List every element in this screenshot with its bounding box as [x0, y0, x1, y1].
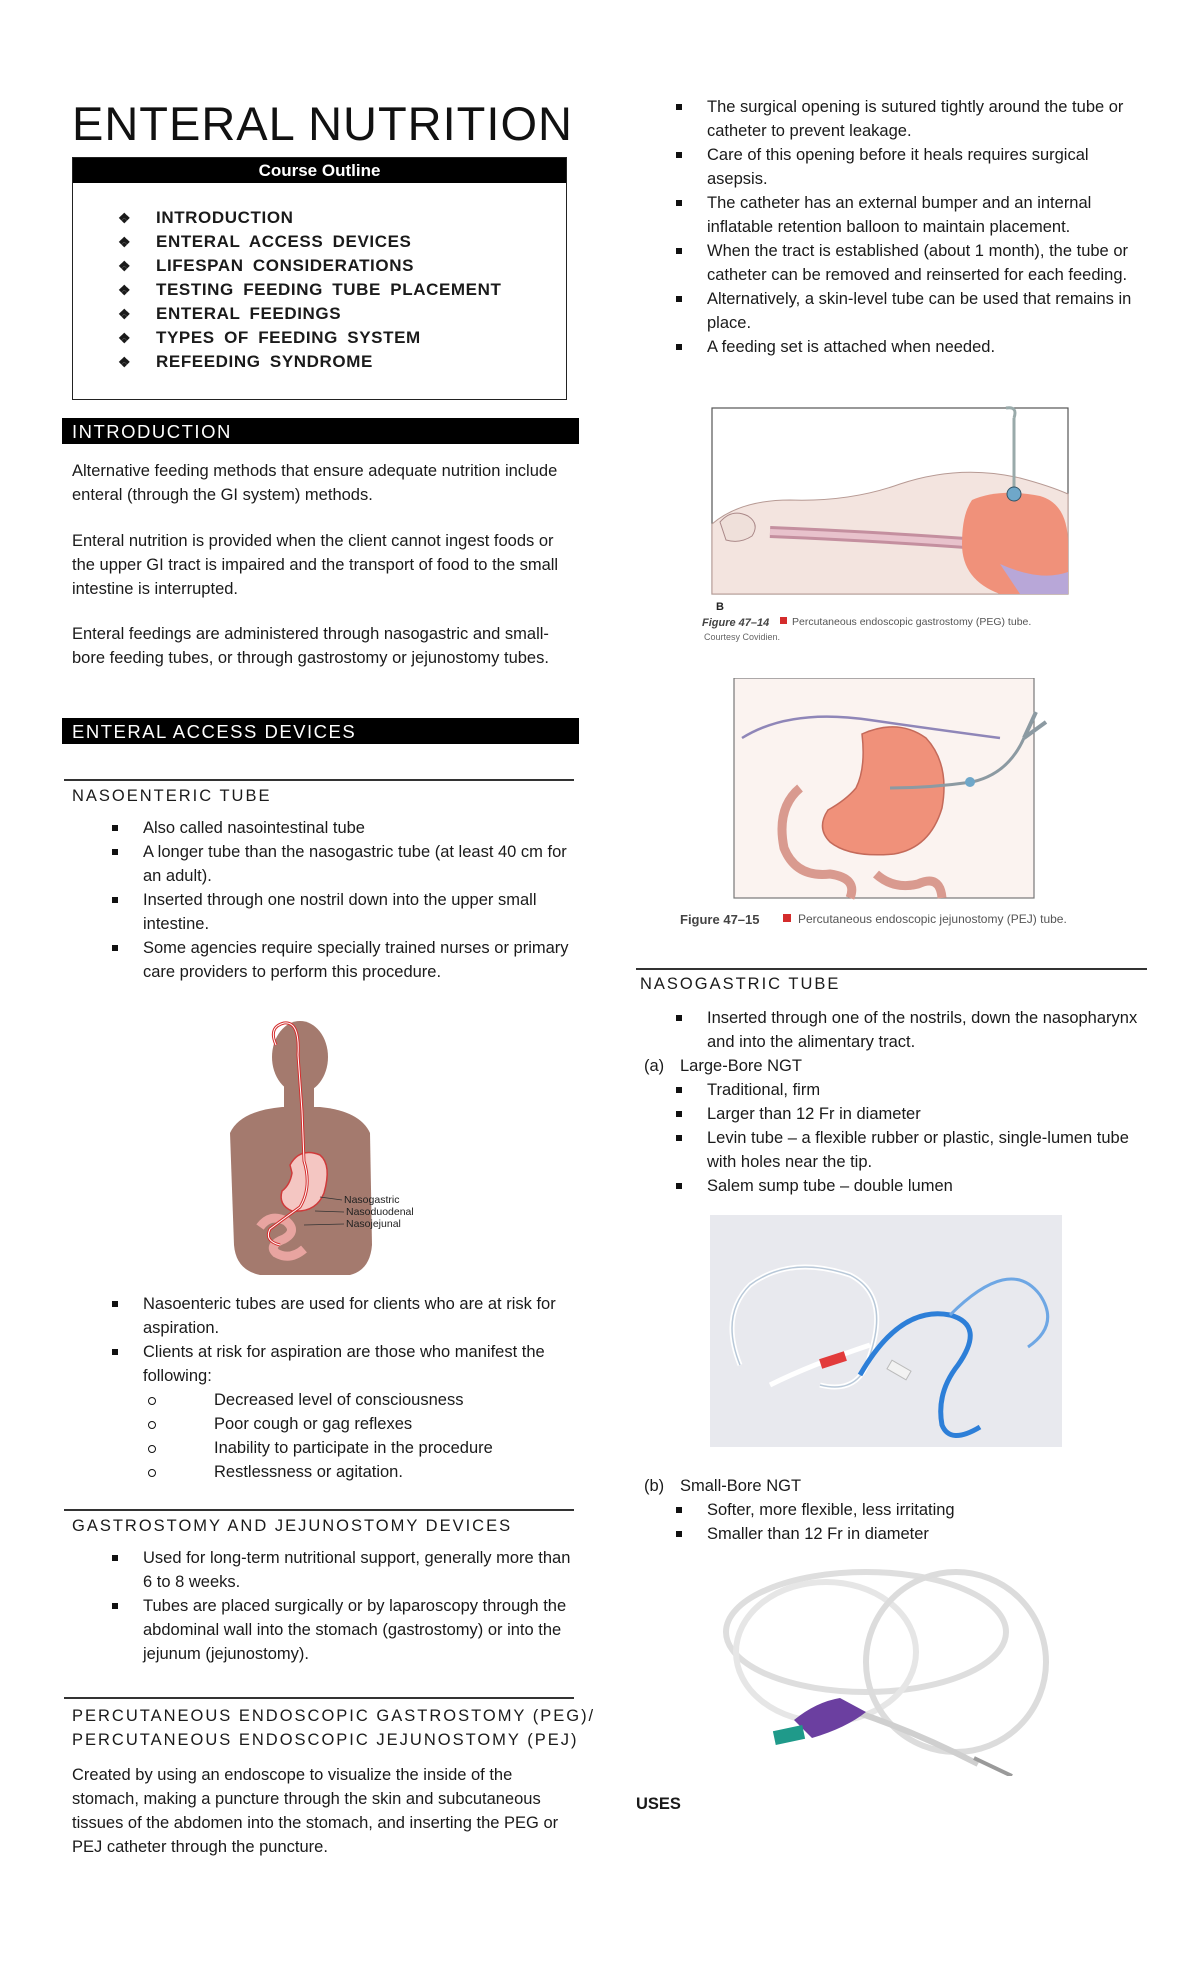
figure-label-nasojejunal: Nasojejunal: [346, 1218, 401, 1230]
figure-face: [720, 513, 755, 541]
nasoenteric-tube-figure: [220, 1015, 430, 1275]
figure-bumper: [965, 777, 975, 787]
section-rule: [636, 968, 1147, 970]
peg-paragraph: Created by using an endoscope to visualize the inside of the stomach, making a puncture through the skin and subcutaneous tissues of the abdomen into the stomach, and inserting the PEG or PEJ catheter through the puncture.: [72, 1766, 559, 1856]
list-item: Softer, more flexible, less irritating: [672, 1498, 1147, 1522]
gastrostomy-heading: GASTROSTOMY AND JEJUNOSTOMY DEVICES: [72, 1517, 513, 1535]
figure-label-nasoduodenal: Nasoduodenal: [346, 1206, 414, 1218]
nasogastric-intro-bullets: [672, 1006, 1147, 1054]
photo-background: [710, 1215, 1062, 1447]
nasoenteric-bullets: [108, 816, 578, 984]
aspiration-sub-bullets: [143, 1388, 578, 1484]
list-item: Care of this opening before it heals requires surgical asepsis.: [672, 143, 1147, 191]
nasoenteric-tube-heading: NASOENTERIC TUBE: [72, 787, 272, 805]
figure-number: Figure 47–15: [680, 912, 760, 927]
list-item: Decreased level of consciousness: [179, 1388, 578, 1412]
list-item: Nasoenteric tubes are used for clients who are at risk for aspiration.: [108, 1292, 578, 1340]
diamond-bullet-icon: ❖: [118, 330, 132, 346]
outline-item: ❖ ENTERAL ACCESS DEVICES: [118, 230, 566, 254]
diamond-bullet-icon: ❖: [118, 354, 132, 370]
aspiration-bullets: [108, 1292, 578, 1484]
figure-caption: Percutaneous endoscopic jejunostomy (PEJ) tube.: [798, 912, 1067, 926]
section-rule: [64, 779, 574, 781]
diamond-bullet-icon: ❖: [118, 234, 132, 250]
large-bore-label: (a) Large-Bore NGT: [644, 1057, 802, 1075]
uses-heading: USES: [636, 1795, 681, 1813]
nasogastric-tube-heading: NASOGASTRIC TUBE: [640, 975, 841, 993]
diamond-bullet-icon: ❖: [118, 306, 132, 322]
peg-heading-line-2: PERCUTANEOUS ENDOSCOPIC JEJUNOSTOMY (PEJ): [72, 1731, 579, 1749]
list-item: Levin tube – a flexible rubber or plastic, single-lumen tube with holes near the tip.: [672, 1126, 1147, 1174]
introduction-heading: INTRODUCTION: [62, 418, 579, 444]
figure-caption: Percutaneous endoscopic gastrostomy (PEG) tube.: [792, 616, 1032, 628]
list-item: Used for long-term nutritional support, generally more than 6 to 8 weeks.: [108, 1546, 578, 1594]
enteral-access-devices-heading: ENTERAL ACCESS DEVICES: [62, 718, 579, 744]
list-item: Tubes are placed surgically or by laparoscopy through the abdominal wall into the stomach (gastrostomy) or into the jejunum (jejunostomy).: [108, 1594, 578, 1666]
diamond-bullet-icon: ❖: [118, 210, 132, 226]
list-item: A feeding set is attached when needed.: [672, 335, 1147, 359]
outline-item: ❖ INTRODUCTION: [118, 206, 566, 230]
small-bore-label: (b) Small-Bore NGT: [644, 1477, 802, 1495]
small-bore-ngt-photo: [716, 1552, 1056, 1776]
large-bore-bullets: [672, 1078, 1147, 1198]
section-rule: [64, 1509, 574, 1511]
peg-care-bullets: [672, 95, 1147, 359]
list-item: Restlessness or agitation.: [179, 1460, 578, 1484]
intro-paragraph-1: Alternative feeding methods that ensure adequate nutrition include enteral (through the GI system) methods.: [72, 462, 558, 504]
list-item: Some agencies require specially trained nurses or primary care providers to perform this procedure.: [108, 936, 578, 984]
list-item: Salem sump tube – double lumen: [672, 1174, 1147, 1198]
outline-item: ❖ REFEEDING SYNDROME: [118, 350, 566, 374]
figure-letter: B: [716, 601, 724, 613]
course-outline-list: [73, 183, 566, 374]
large-bore-title: Large-Bore NGT: [680, 1057, 802, 1075]
intro-paragraph-2: Enteral nutrition is provided when the client cannot ingest foods or the upper GI tract is impaired and the transport of food to the small intestine is interrupted.: [72, 532, 559, 598]
list-item: Larger than 12 Fr in diameter: [672, 1102, 1147, 1126]
diamond-bullet-icon: ❖: [118, 258, 132, 274]
intro-paragraph-3: Enteral feedings are administered through nasogastric and small-bore feeding tubes, or through gastrostomy or jejunostomy tubes.: [72, 625, 549, 667]
figure-number: Figure 47–14: [702, 617, 770, 629]
list-item: The surgical opening is sutured tightly around the tube or catheter to prevent leakage.: [672, 95, 1147, 143]
large-bore-ngt-photo: [710, 1215, 1062, 1447]
figure-balloon: [1007, 487, 1021, 501]
list-item: Smaller than 12 Fr in diameter: [672, 1522, 1147, 1546]
section-rule: [64, 1697, 574, 1699]
pej-tube-figure: [680, 678, 1100, 934]
list-item: Alternatively, a skin-level tube can be used that remains in place.: [672, 287, 1147, 335]
list-item: Also called nasointestinal tube: [108, 816, 578, 840]
list-item: Traditional, firm: [672, 1078, 1147, 1102]
list-item: Clients at risk for aspiration are those who manifest the following: Decreased level of consciousness Poor cough or gag reflexes Inability to participate in the procedure Restlessness or agitation.: [108, 1340, 578, 1484]
list-item: Poor cough or gag reflexes: [179, 1412, 578, 1436]
figure-label-nasogastric: Nasogastric: [344, 1194, 400, 1206]
outline-item: ❖ LIFESPAN CONSIDERATIONS: [118, 254, 566, 278]
figure-credit: Courtesy Covidien.: [704, 632, 781, 642]
diamond-bullet-icon: ❖: [118, 282, 132, 298]
list-item: The catheter has an external bumper and an internal inflatable retention balloon to maintain placement.: [672, 191, 1147, 239]
peg-tube-figure: [700, 404, 1080, 650]
course-outline-heading: Course Outline: [73, 158, 566, 183]
small-bore-title: Small-Bore NGT: [680, 1477, 802, 1495]
list-item: When the tract is established (about 1 month), the tube or catheter can be removed and reinserted for each feeding.: [672, 239, 1147, 287]
course-outline-box: [72, 157, 567, 400]
figure-caption-marker: [783, 914, 791, 922]
page-title: ENTERAL NUTRITION: [72, 97, 573, 150]
list-item: A longer tube than the nasogastric tube (at least 40 cm for an adult).: [108, 840, 578, 888]
outline-item: ❖ ENTERAL FEEDINGS: [118, 302, 566, 326]
list-item: Inserted through one nostril down into the upper small intestine.: [108, 888, 578, 936]
gastrostomy-bullets: [108, 1546, 578, 1666]
peg-heading-line-1: PERCUTANEOUS ENDOSCOPIC GASTROSTOMY (PEG)/: [72, 1707, 596, 1725]
small-bore-bullets: [672, 1498, 1147, 1546]
list-item: Inserted through one of the nostrils, down the nasopharynx and into the alimentary tract.: [672, 1006, 1147, 1054]
outline-item: ❖ TESTING FEEDING TUBE PLACEMENT: [118, 278, 566, 302]
outline-item: ❖ TYPES OF FEEDING SYSTEM: [118, 326, 566, 350]
figure-caption-marker: [780, 617, 787, 624]
list-item: Inability to participate in the procedure: [179, 1436, 578, 1460]
